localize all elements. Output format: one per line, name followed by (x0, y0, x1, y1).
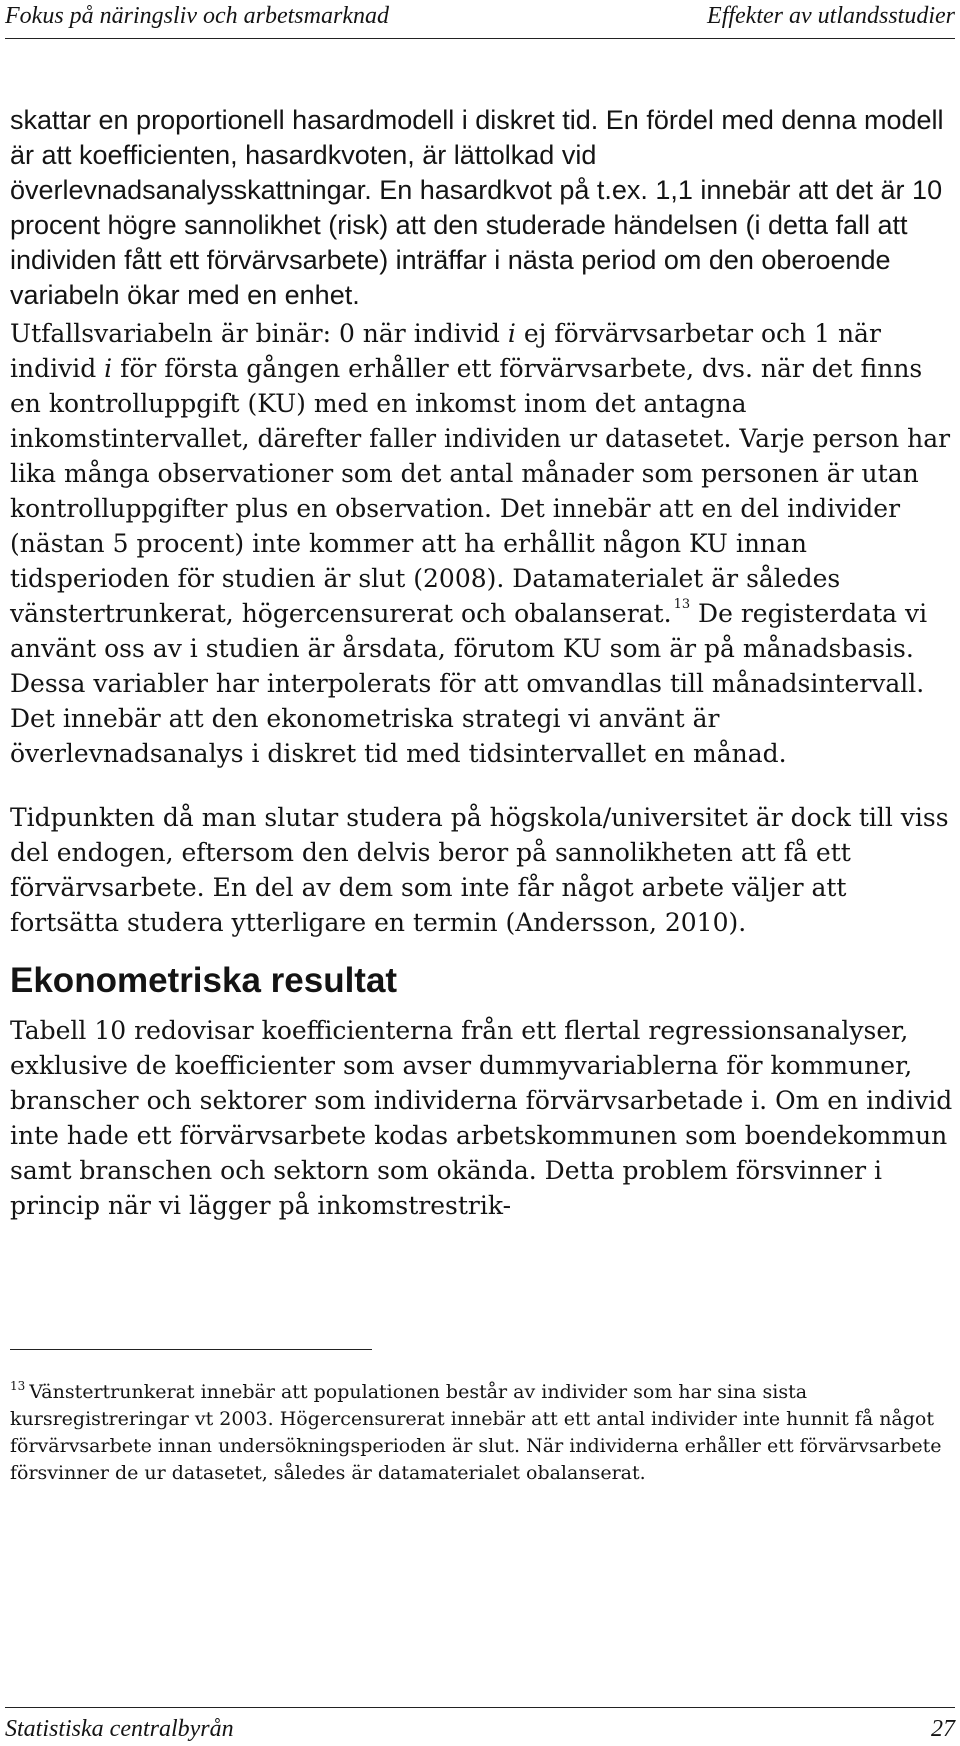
footnote-number: 13 (10, 1379, 26, 1393)
section-heading: Ekonometriska resultat (10, 961, 398, 1000)
italic-variable-i: i (104, 354, 113, 383)
body-paragraph-outcome-variable (10, 316, 955, 771)
header-chapter-title: Effekter av utlandsstudier (707, 3, 955, 29)
text-segment: Utfallsvariabeln är binär: 0 när individ (10, 319, 508, 348)
footer-publisher: Statistiska centralbyrån (5, 1716, 234, 1742)
footnote (10, 1379, 955, 1487)
footnote-text: Vänstertrunkerat innebär att populationen består av individer som har sina sista kursregistreringar vt 2003. Högercensurerat innebär att ett antal individer inte hunnit få något förvärvsarbete innan undersökningsperioden är slut. När individerna erhåller ett förvärvsarbete försvinner de ur datasetet, således är datamaterialet obalanserat. (10, 1381, 942, 1484)
text-segment: De registerdata vi använt oss av i studien är årsdata, förutom KU som är på månadsbasis. Dessa variabler har interpolerats för att omvandlas till månadsintervall. Det innebär att den ekonometriska strategi vi använt är överlevnadsanalys i diskret tid med tidsintervallet en månad. (10, 599, 928, 768)
body-paragraph-hazard-model: skattar en proportionell hasardmodell i diskret tid. En fördel med denna modell är att koefficienten, hasardkvoten, är lättolkad vid överlevnadsanalysskattningar. En hasardkvot på t.ex. 1,1 innebär att det är 10 procent högre sannolikhet (risk) att den studerade händelsen (i detta fall att individen fått ett förvärvsarbete) inträffar i nästa period om den oberoende variabeln ökar med en enhet. (10, 105, 944, 310)
footnote-reference[interactable]: 13 (673, 597, 691, 612)
body-paragraph-results: Tabell 10 redovisar koefficienterna från ett flertal regressionsanalyser, exklusive de koefficienter som avser dummyvariablerna för kommuner, branscher och sektorer som individerna förvärvsarbetade i. Om en individ inte hade ett förvärvsarbete kodas arbetskommunen som boendekommun samt branschen och sektorn som okända. Detta problem försvinner i princip när vi lägger på inkomstrestrik- (10, 1016, 953, 1220)
running-footer (5, 1707, 955, 1742)
running-header (5, 0, 955, 39)
footnote-divider (10, 1349, 372, 1350)
italic-variable-i: i (507, 319, 516, 348)
page-number: 27 (931, 1716, 955, 1742)
text-segment: ej förvärvsarbetar och 1 när individ (10, 319, 881, 383)
text-segment: för första gången erhåller ett förvärvsarbete, dvs. när det finns en kontrolluppgift (KU) med en inkomst inom det antagna inkomstintervallet, därefter faller individen ur datasetet. Varje person har lika många observationer som det antal månader som personen är utan kontrolluppgifter plus en observation. Det innebär att en del individer (nästan 5 procent) inte kommer att ha erhållit någon KU innan tidsperioden för studien är slut (2008). Datamaterialet är således vänstertrunkerat, högercensurerat och obalanserat. (10, 354, 951, 628)
header-publication-title: Fokus på näringsliv och arbetsmarknad (5, 3, 389, 29)
body-paragraph-endogeneity: Tidpunkten då man slutar studera på högskola/universitet är dock till viss del endogen, eftersom den delvis beror på sannolikheten att få ett förvärvsarbete. En del av dem som inte får något arbete väljer att fortsätta studera ytterligare en termin (Andersson, 2010). (10, 803, 949, 937)
